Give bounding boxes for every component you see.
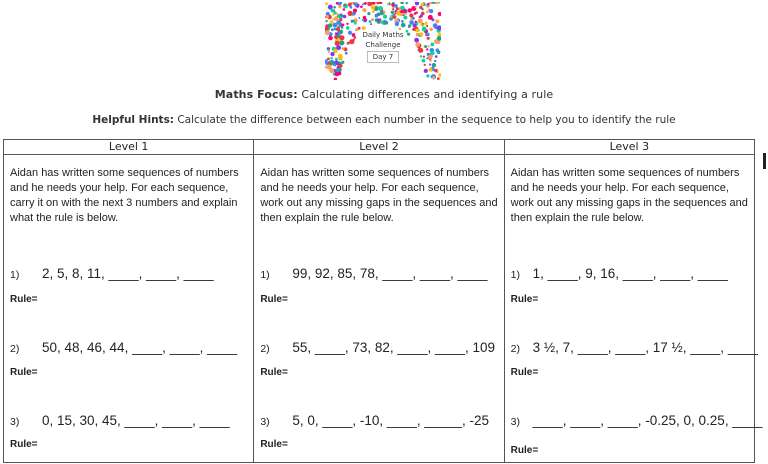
- banner-title: [325, 30, 441, 63]
- level-3-heading: Level 3: [504, 140, 754, 155]
- question-number: 2): [10, 343, 20, 355]
- question-number: 1): [510, 269, 520, 281]
- banner-line1: Daily Maths: [362, 31, 404, 39]
- helpful-hints-text: Calculate the difference between each number in the sequence to help you to identify the rule: [174, 114, 676, 126]
- level-2-question-2: [260, 340, 495, 355]
- level-2-intro: Aidan has written some sequences of numbers and he needs your help. For each sequence, work out any missing gaps in the sequences and then explain the rule below.: [260, 167, 498, 224]
- level-1-rule-1: Rule=: [10, 294, 38, 305]
- daily-maths-challenge-banner: [325, 2, 441, 80]
- banner-line2: Challenge: [365, 41, 401, 49]
- level-2-question-1: [260, 266, 487, 281]
- level-1-intro: Aidan has written some sequences of numbers and he needs your help. For each sequence, carry it on with the next 3 numbers and explain what the rule is below.: [10, 167, 239, 224]
- level-3-question-2: [511, 340, 758, 355]
- sequence: 50, 48, 46, 44, ____, ____, ____: [42, 340, 238, 355]
- sequence: 55, ____, 73, 82, ____, ____, 109: [292, 340, 496, 355]
- maths-focus: [0, 88, 768, 101]
- level-1-question-1: [10, 266, 214, 281]
- level-1-question-2: [10, 340, 237, 355]
- question-number: 2): [510, 343, 520, 355]
- banner-day: Day 7: [367, 51, 400, 63]
- level-1-cell: [4, 155, 254, 463]
- level-2-rule-3: Rule=: [260, 439, 288, 450]
- level-2-question-3: [260, 413, 489, 428]
- sequence: 99, 92, 85, 78, ____, ____, ____: [292, 266, 488, 281]
- question-number: 3): [10, 416, 20, 428]
- level-1-question-3: [10, 413, 230, 428]
- level-3-rule-1: Rule=: [510, 294, 539, 305]
- level-2-rule-1: Rule=: [260, 294, 288, 305]
- level-1-rule-2: Rule=: [10, 367, 38, 378]
- levels-table: [3, 139, 763, 463]
- edge-marker: [763, 153, 766, 169]
- level-3-question-3: [511, 413, 763, 428]
- question-number: 1): [10, 269, 20, 281]
- level-1-heading: Level 1: [4, 140, 254, 155]
- level-2-rule-2: Rule=: [260, 367, 288, 378]
- question-number: 1): [260, 269, 270, 281]
- levels-content-row: [4, 155, 755, 463]
- question-number: 3): [260, 416, 270, 428]
- level-2-heading: Level 2: [254, 140, 504, 155]
- sequence: 5, 0, ____, -10, ____, _____, -25: [292, 413, 489, 428]
- level-3-question-1: [511, 266, 728, 281]
- question-number: 2): [260, 343, 270, 355]
- level-1-rule-3: Rule=: [10, 439, 38, 450]
- levels-header-row: [4, 140, 755, 155]
- maths-focus-text: Calculating differences and identifying a rule: [297, 88, 554, 101]
- sequence: 0, 15, 30, 45, ____, ____, ____: [42, 413, 230, 428]
- question-number: 3): [510, 416, 520, 428]
- sequence: ____, ____, ____, -0.25, 0, 0.25, ____: [532, 413, 763, 428]
- level-3-rule-3: Rule=: [510, 445, 539, 456]
- level-3-rule-2: Rule=: [510, 367, 539, 378]
- level-3-intro: Aidan has written some sequences of numbers and he needs your help. For each sequence, work out any missing gaps in the sequences and then explain the rule below.: [510, 167, 748, 224]
- helpful-hints-label: Helpful Hints:: [92, 114, 175, 126]
- sequence: 3 ½, 7, ____, ____, 17 ½, ____, ____: [532, 340, 758, 355]
- level-3-cell: [504, 155, 763, 463]
- maths-focus-label: Maths Focus:: [214, 88, 298, 101]
- level-2-cell: [254, 155, 504, 463]
- helpful-hints: [0, 114, 768, 126]
- sequence: 2, 5, 8, 11, ____, ____, ____: [42, 266, 214, 281]
- sequence: 1, ____, 9, 16, ____, ____, ____: [532, 266, 728, 281]
